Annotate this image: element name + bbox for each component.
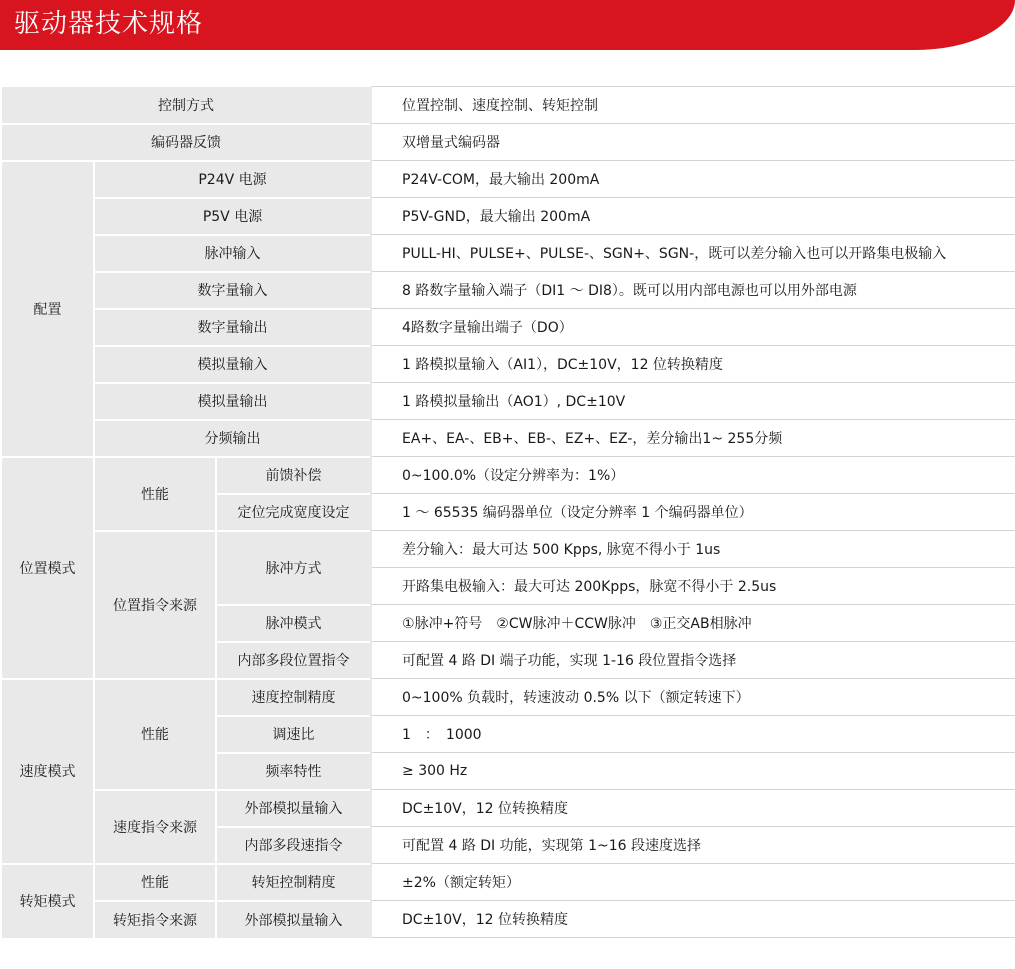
subgroup-label: 位置指令来源 [94, 531, 216, 679]
table-row [1, 235, 1015, 272]
row-value: P5V-GND，最大输出 200mA [371, 198, 1015, 235]
table-row [1, 161, 1015, 198]
row-value: ±2%（额定转矩） [371, 864, 1015, 901]
table-row [1, 124, 1015, 161]
row-value: 1 ～ 65535 编码器单位（设定分辨率 1 个编码器单位） [371, 494, 1015, 531]
table-row [1, 272, 1015, 309]
row-label: 速度控制精度 [216, 679, 371, 716]
row-label: 频率特性 [216, 753, 371, 790]
table-row [1, 383, 1015, 420]
row-value: 可配置 4 路 DI 功能，实现第 1~16 段速度选择 [371, 827, 1015, 864]
row-value: 0~100.0%（设定分辨率为：1%） [371, 457, 1015, 494]
spec-table [0, 86, 1015, 938]
row-label: 内部多段位置指令 [216, 642, 371, 679]
table-row [1, 531, 1015, 568]
row-value: 4路数字量输出端子（DO） [371, 309, 1015, 346]
row-value: EA+、EA-、EB+、EB-、EZ+、EZ-，差分输出1~ 255分频 [371, 420, 1015, 457]
row-label: 数字量输出 [94, 309, 371, 346]
subgroup-label: 性能 [94, 457, 216, 531]
table-row [1, 198, 1015, 235]
row-value: 差分输入：最大可达 500 Kpps, 脉宽不得小于 1us [371, 531, 1015, 568]
row-label: 脉冲方式 [216, 531, 371, 605]
row-label: P5V 电源 [94, 198, 371, 235]
row-value: DC±10V，12 位转换精度 [371, 901, 1015, 938]
row-value: ≥ 300 Hz [371, 753, 1015, 790]
row-label: 控制方式 [1, 87, 371, 124]
table-row [1, 346, 1015, 383]
subgroup-label: 速度指令来源 [94, 790, 216, 864]
row-label: 数字量输入 [94, 272, 371, 309]
subgroup-label: 性能 [94, 679, 216, 790]
row-value: 双增量式编码器 [371, 124, 1015, 161]
row-label: 转矩控制精度 [216, 864, 371, 901]
row-label: P24V 电源 [94, 161, 371, 198]
row-value: 位置控制、速度控制、转矩控制 [371, 87, 1015, 124]
group-label-config: 配置 [1, 161, 94, 457]
row-label: 外部模拟量输入 [216, 790, 371, 827]
row-label: 模拟量输出 [94, 383, 371, 420]
table-row [1, 901, 1015, 938]
table-row [1, 790, 1015, 827]
table-row [1, 309, 1015, 346]
subgroup-label: 性能 [94, 864, 216, 901]
page-title: 驱动器技术规格 [14, 9, 204, 39]
row-value: P24V-COM，最大输出 200mA [371, 161, 1015, 198]
row-label: 定位完成宽度设定 [216, 494, 371, 531]
table-row [1, 457, 1015, 494]
table-row [1, 420, 1015, 457]
row-label: 分频输出 [94, 420, 371, 457]
row-label: 前馈补偿 [216, 457, 371, 494]
row-label: 内部多段速指令 [216, 827, 371, 864]
group-label-position: 位置模式 [1, 457, 94, 679]
row-label: 编码器反馈 [1, 124, 371, 161]
table-row [1, 87, 1015, 124]
title-banner [0, 0, 1015, 50]
row-value: DC±10V，12 位转换精度 [371, 790, 1015, 827]
row-value: 开路集电极输入：最大可达 200Kpps，脉宽不得小于 2.5us [371, 568, 1015, 605]
row-label: 模拟量输入 [94, 346, 371, 383]
row-label: 脉冲模式 [216, 605, 371, 642]
row-value: 1 ： 1000 [371, 716, 1015, 753]
row-label: 脉冲输入 [94, 235, 371, 272]
table-row [1, 864, 1015, 901]
row-value: 8 路数字量输入端子（DI1 ～ DI8）。既可以用内部电源也可以用外部电源 [371, 272, 1015, 309]
subgroup-label: 转矩指令来源 [94, 901, 216, 938]
row-label: 外部模拟量输入 [216, 901, 371, 938]
row-value: 1 路模拟量输入（AI1），DC±10V，12 位转换精度 [371, 346, 1015, 383]
group-label-speed: 速度模式 [1, 679, 94, 864]
table-row [1, 679, 1015, 716]
row-value: 可配置 4 路 DI 端子功能，实现 1-16 段位置指令选择 [371, 642, 1015, 679]
row-value: 1 路模拟量输出（AO1）, DC±10V [371, 383, 1015, 420]
group-label-torque: 转矩模式 [1, 864, 94, 938]
row-label: 调速比 [216, 716, 371, 753]
row-value: 0~100% 负载时，转速波动 0.5% 以下（额定转速下） [371, 679, 1015, 716]
row-value: PULL-HI、PULSE+、PULSE-、SGN+、SGN-，既可以差分输入也可以开路集电极输入 [371, 235, 1015, 272]
row-value: ①脉冲+符号 ②CW脉冲＋CCW脉冲 ③正交AB相脉冲 [371, 605, 1015, 642]
